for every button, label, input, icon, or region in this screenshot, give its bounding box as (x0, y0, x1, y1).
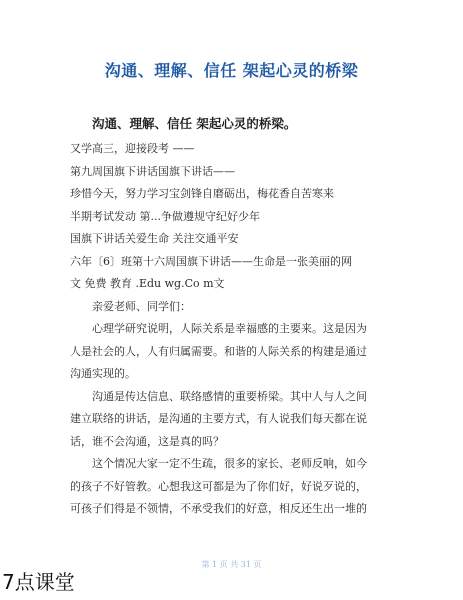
paragraph-line: 沟通实现的。 (70, 367, 136, 380)
text-line: 第九周国旗下讲话国旗下讲话—— (70, 164, 235, 178)
watermark-text: 7点课堂 (2, 570, 75, 594)
text-line: 珍惜今天，努力学习宝剑锋自磨砺出，梅花香自苦寒来 (70, 187, 334, 200)
paragraph-line: 沟通是传达信息、联络感情的重要桥梁。其中人与人之间 (92, 389, 367, 403)
text-line: 六年〔6〕班第十六周国旗下讲话——生命是一张美丽的网 (70, 254, 352, 268)
salutation: 亲爱老师、同学们： (92, 299, 191, 313)
text-line: 又学高三，迎接段考 —— (70, 142, 195, 155)
paragraph-line: 可孩子们得是不领情，不承受我们的好意，相反还生出一堆的 (70, 502, 367, 515)
paragraph-line: 话，谁不会沟通，这是真的吗？ (70, 434, 224, 448)
page-number: 第 1 页 共 31 页 (201, 560, 262, 569)
document-body (70, 138, 410, 521)
paragraph-line: 建立联络的讲话，是沟通的主要方式，有人说我们每天都在说 (70, 412, 367, 425)
text-line: 文 免费 教育 .Edu wg.Co m文 (70, 277, 225, 290)
document-subtitle: 沟通、理解、信任 架起心灵的桥梁。 (92, 116, 297, 131)
paragraph-line: 这个情况大家一定不生疏，很多的家长、老师反响，如今 (92, 457, 367, 470)
paragraph-line: 人是社会的人，人有归属需要。和谐的人际关系的构建是通过 (70, 344, 367, 358)
paragraph-line: 的孩子不好管教。心想我这可都是为了你们好，好说歹说的， (70, 479, 367, 493)
document-title: 沟通、理解、信任 架起心灵的桥梁 (104, 61, 359, 80)
paragraph-line: 心理学研究说明，人际关系是幸福感的主要来。这是因为 (92, 322, 367, 335)
text-line: 国旗下讲话关爱生命 关注交通平安 (70, 232, 239, 245)
text-line: 半期考试发动 第...争做遵规守纪好少年 (70, 209, 260, 223)
